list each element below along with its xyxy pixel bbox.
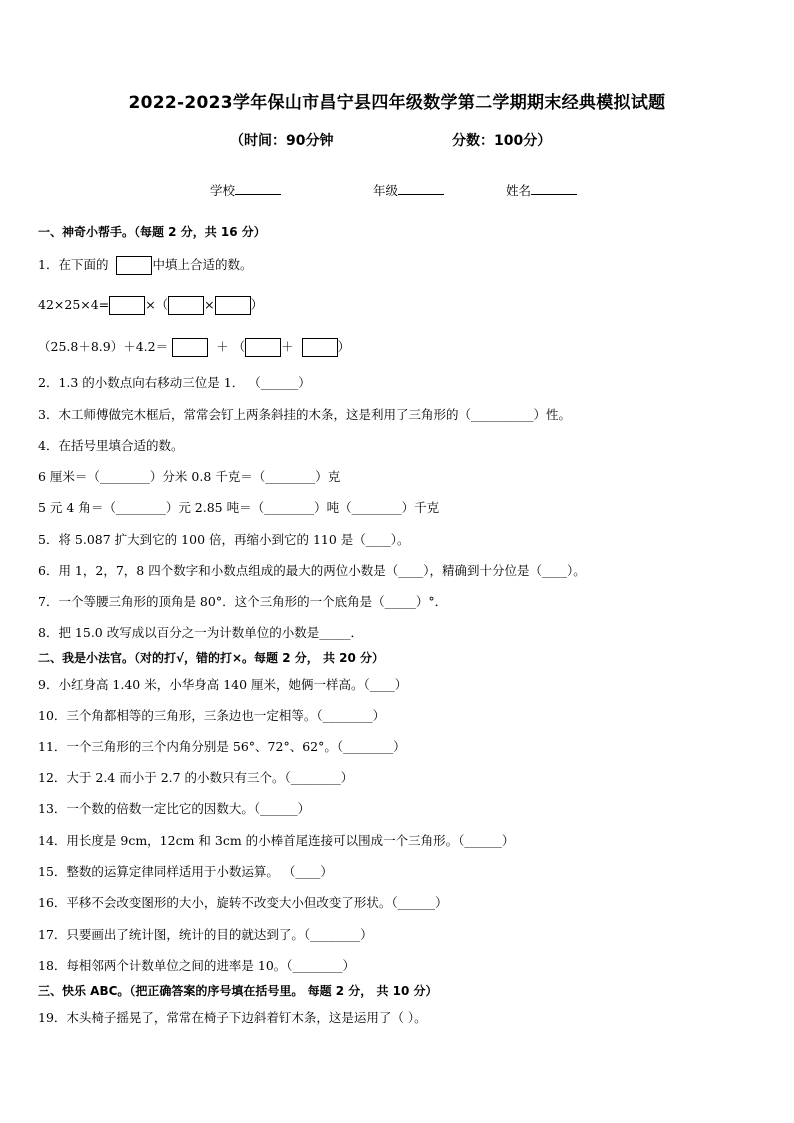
question-4-row-1: 6 厘米＝（________）分米 0.8 千克＝（________）克 (38, 469, 341, 484)
eq1-left: 42×25×4= (38, 297, 110, 312)
question-4: 4．在括号里填合适的数。 (38, 438, 184, 453)
q1-pre-text: 1．在下面的 (38, 257, 109, 272)
exam-time: （时间：90分钟 (230, 133, 334, 149)
question-7: 7．一个等腰三角形的顶角是 80°．这个三角形的一个底角是（_____）°． (38, 594, 448, 609)
school-label: 学校 (210, 183, 236, 198)
question-19: 19．木头椅子摇晃了，常常在椅子下边斜着钉木条，这是运用了（ ）。 (38, 1010, 427, 1025)
question-9: 9．小红身高 1.40 米，小华身高 140 厘米，她俩一样高。（____） (38, 677, 408, 692)
eq2-box-1[interactable] (172, 338, 208, 357)
question-8: 8．把 15.0 改写成以百分之一为计数单位的小数是_____． (38, 625, 363, 640)
page-title: 2022-2023学年保山市昌宁县四年级数学第二学期期末经典模拟试题 (128, 93, 666, 113)
question-14: 14．用长度是 9cm，12cm 和 3cm 的小棒首尾连接可以围成一个三角形。（______） (38, 833, 515, 848)
question-5: 5．将 5.087 扩大到它的 100 倍，再缩小到它的 110 是（____）。 (38, 532, 410, 547)
section-2-heading: 二、我是小法官。（对的打√，错的打×。每题 2 分， 共 20 分） (38, 651, 384, 665)
q1-post-text: 中填上合适的数。 (152, 257, 253, 272)
question-13: 13．一个数的倍数一定比它的因数大。（______） (38, 801, 311, 816)
q1-example-box (116, 256, 152, 275)
eq1-box-2[interactable] (168, 296, 204, 315)
eq2-close: ） (337, 339, 351, 354)
school-field[interactable] (210, 181, 281, 199)
question-18: 18．每相邻两个计数单位之间的进率是 10。（________） (38, 958, 356, 973)
question-1 (38, 256, 252, 275)
eq2-box-3[interactable] (302, 338, 338, 357)
eq1-times-2: × (204, 297, 215, 312)
name-field[interactable] (506, 181, 577, 199)
eq1-box-1[interactable] (109, 296, 145, 315)
name-label: 姓名 (506, 183, 532, 198)
q1-equation-2 (38, 338, 350, 357)
question-12: 12．大于 2.4 而小于 2.7 的小数只有三个。（________） (38, 770, 354, 785)
exam-score: 分数：100分） (452, 133, 552, 149)
eq2-left: （25.8＋8.9）＋4.2＝ (38, 339, 169, 354)
grade-blank[interactable] (398, 182, 444, 195)
eq1-times: ×（ (145, 297, 169, 312)
question-16: 16．平移不会改变图形的大小，旋转不改变大小但改变了形状。（______） (38, 895, 448, 910)
question-11: 11．一个三角形的三个内角分别是 56°、72°、62°。（________） (38, 739, 406, 754)
question-17: 17．只要画出了统计图，统计的目的就达到了。（________） (38, 927, 373, 942)
section-1-heading: 一、神奇小帮手。（每题 2 分，共 16 分） (38, 225, 266, 239)
question-4-row-2: 5 元 4 角＝（________）元 2.85 吨＝（________）吨（________）千克 (38, 500, 440, 515)
grade-label: 年级 (373, 183, 399, 198)
question-2: 2．1.3 的小数点向右移动三位是 1． （______） (38, 375, 311, 390)
eq2-plus: ＋ （ (216, 339, 246, 354)
eq1-close: ） (250, 297, 264, 312)
school-blank[interactable] (235, 182, 281, 195)
question-3: 3．木工师傅做完木框后，常常会钉上两条斜挂的木条，这是利用了三角形的（__________）性。 (38, 407, 571, 422)
question-15: 15．整数的运算定律同样适用于小数运算。 （____） (38, 864, 333, 879)
eq2-plus-2: ＋ (281, 339, 294, 354)
name-blank[interactable] (531, 182, 577, 195)
question-10: 10．三个角都相等的三角形，三条边也一定相等。（________） (38, 708, 386, 723)
q1-equation-1 (38, 296, 263, 315)
section-3-heading: 三、快乐 ABC。（把正确答案的序号填在括号里。 每题 2 分， 共 10 分） (38, 984, 438, 998)
question-6: 6．用 1，2，7，8 四个数字和小数点组成的最大的两位小数是（____），精确到十分位是（____）。 (38, 563, 586, 578)
grade-field[interactable] (373, 181, 444, 199)
eq1-box-3[interactable] (215, 296, 251, 315)
eq2-box-2[interactable] (245, 338, 281, 357)
